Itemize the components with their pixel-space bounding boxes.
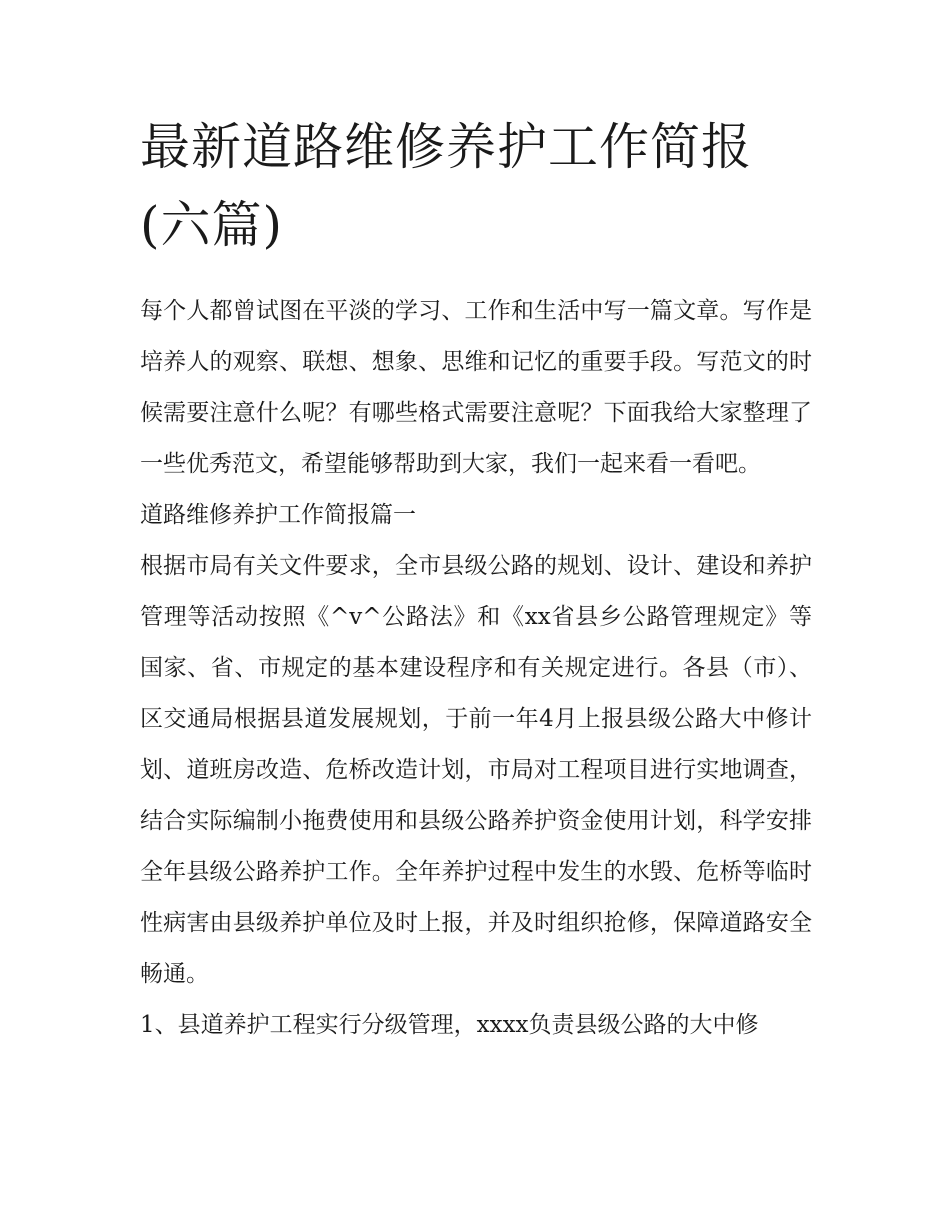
section-heading: 道路维修养护工作简报篇一: [140, 502, 416, 528]
intro-paragraph: 每个人都曾试图在平淡的学习、工作和生活中写一篇文章。写作是培养人的观察、联想、想象、思维和记忆的重要手段。写范文的时候需要注意什么呢？有哪些格式需要注意呢？下面我给大家整理了一些优秀范文，希望能够帮助到大家，我们一起来看一看吧。: [140, 298, 812, 477]
document-title: 最新道路维修养护工作简报(六篇): [140, 118, 752, 254]
document-page: [140, 108, 812, 1051]
list-item-1: 1、县道养护工程实行分级管理，xxxx负责县级公路的大中修: [140, 1012, 759, 1038]
section-body-paragraph: 根据市局有关文件要求，全市县级公路的规划、设计、建设和养护管理等活动按照《^v^公路法》和《xx省县乡公路管理规定》等国家、省、市规定的基本建设程序和有关规定进行。各县（市）、区交通局根据县道发展规划，于前一年4月上报县级公路大中修计划、道班房改造、危桥改造计划，市局对工程项目进行实地调查，结合实际编制小拖费使用和县级公路养护资金使用计划，科学安排全年县级公路养护工作。全年养护过程中发生的水毁、危桥等临时性病害由县级养护单位及时上报，并及时组织抢修，保障道路安全畅通。: [140, 553, 812, 987]
